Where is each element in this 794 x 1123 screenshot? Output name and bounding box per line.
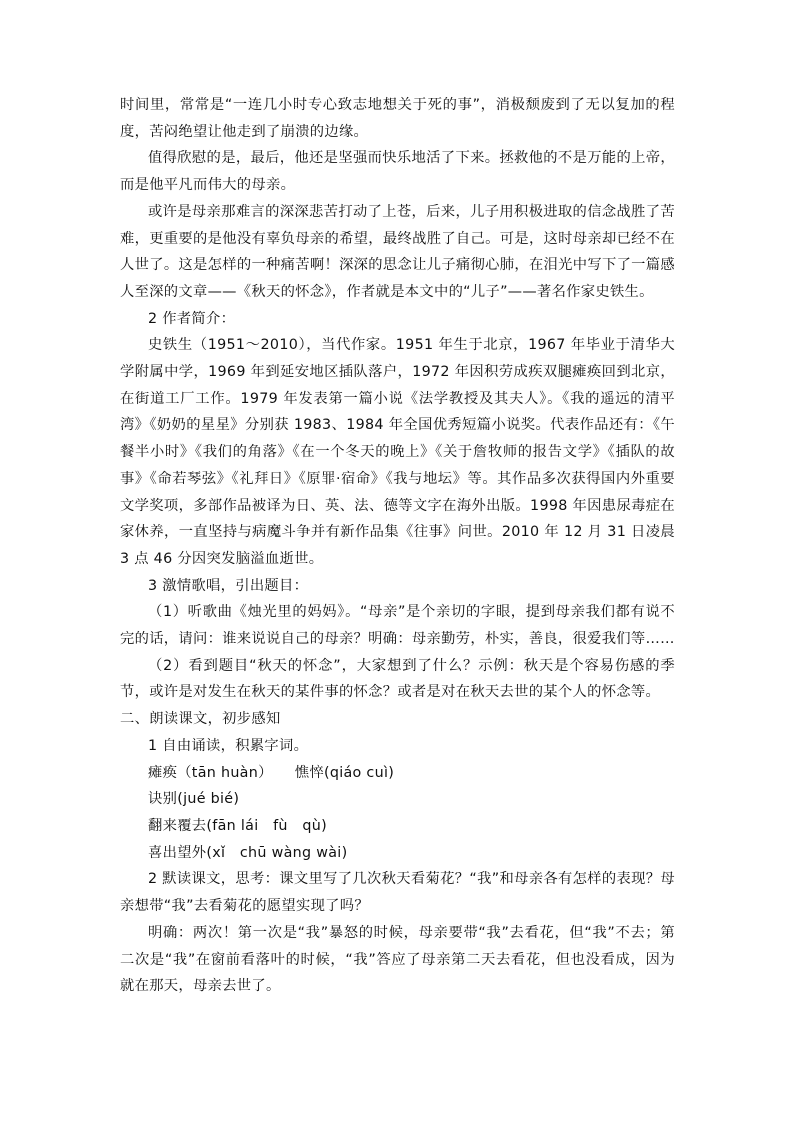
section-song-heading: 3 激情歌唱，引出题目： (148, 577, 309, 594)
vocab-line-3: 翻来覆去(fān lái fù qù) (148, 817, 327, 834)
paragraph-author-bio: 史铁生（1951～2010），当代作家。1951 年生于北京，1967 年毕业于清华大学附属中学，1969 年到延安地区插队落户，1972 年因积劳成疾双腿瘫痪回到北京，在街道工厂工作。1979 年发表第一篇小说《法学教授及其夫人》。《我的遥远的清平湾》《奶奶的星星》分别获 1983、1984 年全国优秀短篇小说奖。代表作品还有：《午餐半小时》《我们的角落》《在一个冬天的晚上》《关于詹牧师的报告文学》《插队的故事》《命若琴弦》《礼拜日》《原罪·宿命》《我与地坛》等。其作品多次获得国内外重要文学奖项，多部作品被译为日、英、法、德等文字在海外出版。1998 年因患尿毒症在家休养，一直坚持与病魔斗争并有新作品集《往事》问世。2010 年 12 月 31 日凌晨 3 点 46 分因突发脑溢血逝世。 (120, 337, 675, 567)
paragraph-intro-end: 时间里，常常是“一连几小时专心致志地想关于死的事”，消极颓废到了无以复加的程度，苦闷绝望让他走到了崩溃的边缘。 (120, 97, 675, 140)
task-silent-reading: 2 默读课文，思考：课文里写了几次秋天看菊花？“我”和母亲各有怎样的表现？母亲想带“我”去看菊花的愿望实现了吗？ (120, 871, 675, 915)
section-reading-heading: 二、朗读课文，初步感知 (120, 711, 281, 728)
vocab-line-2: 诀别(jué bié) (148, 791, 240, 808)
paragraph-title-question: （2）看到题目“秋天的怀念”，大家想到了什么？示例：秋天是个容易伤感的季节，或许是对发生在秋天的某件事的怀念？或者是对在秋天去世的某个人的怀念等。 (120, 657, 675, 701)
paragraph-mother-savior: 值得欣慰的是，最后，他还是坚强而快乐地活了下来。拯救他的不是万能的上帝，而是他平凡而伟大的母亲。 (120, 150, 675, 194)
task-free-reading: 1 自由诵读，积累字词。 (148, 737, 309, 754)
vocab-line-4: 喜出望外(xǐ chū wàng wài) (148, 844, 348, 861)
paragraph-answer: 明确：两次！第一次是“我”暴怒的时候，母亲要带“我”去看花，但“我”不去；第二次是“我”在窗前看落叶的时候，“我”答应了母亲第二天去看花，但也没看成，因为就在那天，母亲去世了。 (120, 924, 675, 995)
document-body (120, 92, 675, 1000)
section-author-heading: 2 作者简介： (148, 310, 236, 327)
vocab-line-1: 瘫痪（tān huàn） 憔悴(qiáo cuì) (148, 764, 395, 781)
paragraph-song-question: （1）听歌曲《烛光里的妈妈》。“母亲”是个亲切的字眼，提到母亲我们都有说不完的话，请问：谁来说说自己的母亲？明确：母亲勤劳，朴实，善良，很爱我们等…… (120, 604, 675, 648)
paragraph-author-intro: 或许是母亲那难言的深深悲苦打动了上苍，后来，儿子用积极进取的信念战胜了苦难，更重要的是他没有辜负母亲的希望，最终战胜了自己。可是，这时母亲却已经不在人世了。这是怎样的一种痛苦啊！深深的思念让儿子痛彻心肺，在泪光中写下了一篇感人至深的文章——《秋天的怀念》，作者就是本文中的“儿子”——著名作家史铁生。 (120, 203, 675, 300)
